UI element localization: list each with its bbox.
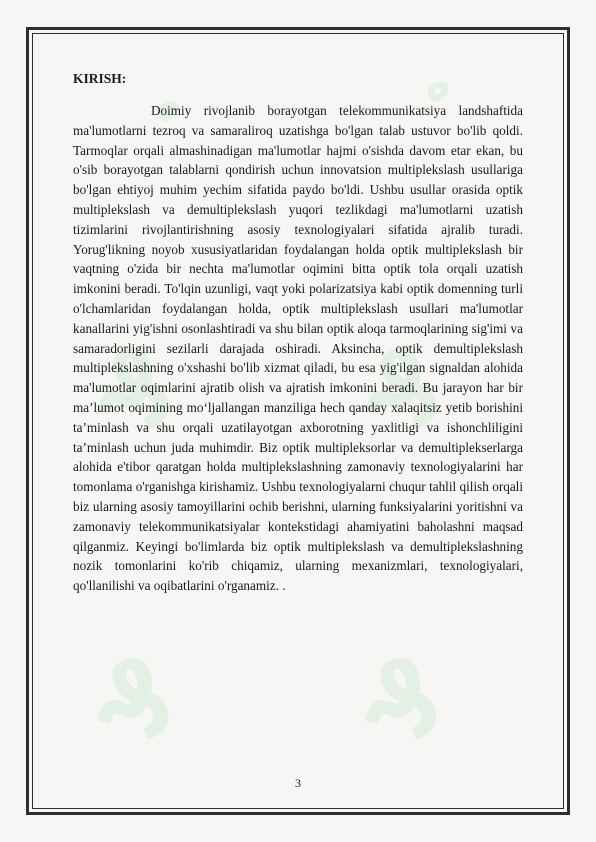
watermark-logo: ₰ [72, 630, 189, 778]
document-body [73, 71, 523, 596]
section-heading: KIRISH: [73, 71, 127, 86]
watermark-logo: ﻩ [405, 58, 461, 113]
watermark-logo: ﻩ [135, 78, 191, 133]
watermark-logo: ₰ [72, 320, 189, 468]
page-number: 3 [295, 776, 301, 790]
watermark-logo: ₰ [340, 320, 457, 468]
body-paragraph: Doimiy rivojlanib borayotgan telekommunikatsiya landshaftida ma'lumotlarni tezroq va samaraliroq uzatishga bo'lgan talab ustuvor bo'lib qoldi. Tarmoqlar orqali almashinadigan ma'lumotlar hajmi o'sishda davom etar ekan, bu o'sib borayotgan talablarni qondirish uchun innovatsion multiplekslash usullariga bo'lgan ehtiyoj muhim yechim sifatida paydo bo'ldi. Ushbu usullar orasida optik multiplekslash va demultiplekslash yuqori tezlikdagi ma'lumotlarni uzatish tizimlarini rivojlantirishning asosiy texnologiyalari sifatida ajralib turadi. Yorug'likning noyob xususiyatlaridan foydalangan holda optik multiplekslash bir vaqtning o'zida bir nechta ma'lumotlar oqimini bitta optik tola orqali uzatish imkonini beradi. To'lqin uzunligi, vaqt yoki polarizatsiya kabi optik domenning turli o'lchamlaridan foydalangan holda, optik multiplekslash usullari ma'lumotlar kanallarini yig'ishni osonlashtiradi va shu bilan optik aloqa tarmoqlarining sig'imi va samaradorligini sezilarli darajada oshiradi. Aksincha, optik demultiplekslash multiplekslashning o'xshashi bo'lib xizmat qiladi, bu esa yig'ilgan signaldan alohida ma'lumotlar oqimlarini ajratib olish va ajratish imkonini beradi. Bu jarayon har bir ma’lumot oqimining mo‘ljallangan manziliga hech qanday xalaqitsiz yetib borishini ta’minlash va shu orqali uzatilayotgan axborotning yaxlitligi va ishonchliligini ta’minlash uchun juda muhimdir. Biz optik multipleksorlar va demultiplekserlarga alohida e'tibor qaratgan holda multiplekslashning zamonaviy texnologiyalarini har tomonlama o'rganishga kirishamiz. Ushbu texnologiyalarni chuqur tahlil qilish orqali biz ularning asosiy tamoyillarini ochib berishni, ularning funksiyalarini yoritishni va zamonaviy telekommunikatsiyalar kontekstidagi ahamiyatini baholashni maqsad qilganmiz. Keyingi bo'limlarda biz optik multiplekslash va demultiplekslashning nozik tomonlarini ko'rib chiqamiz, ularning mexanizmlari, texnologiyalari, qo'llanilishi va oqibatlarini o'rganamiz. . [73, 103, 523, 594]
watermark-logo: ₰ [340, 630, 457, 778]
